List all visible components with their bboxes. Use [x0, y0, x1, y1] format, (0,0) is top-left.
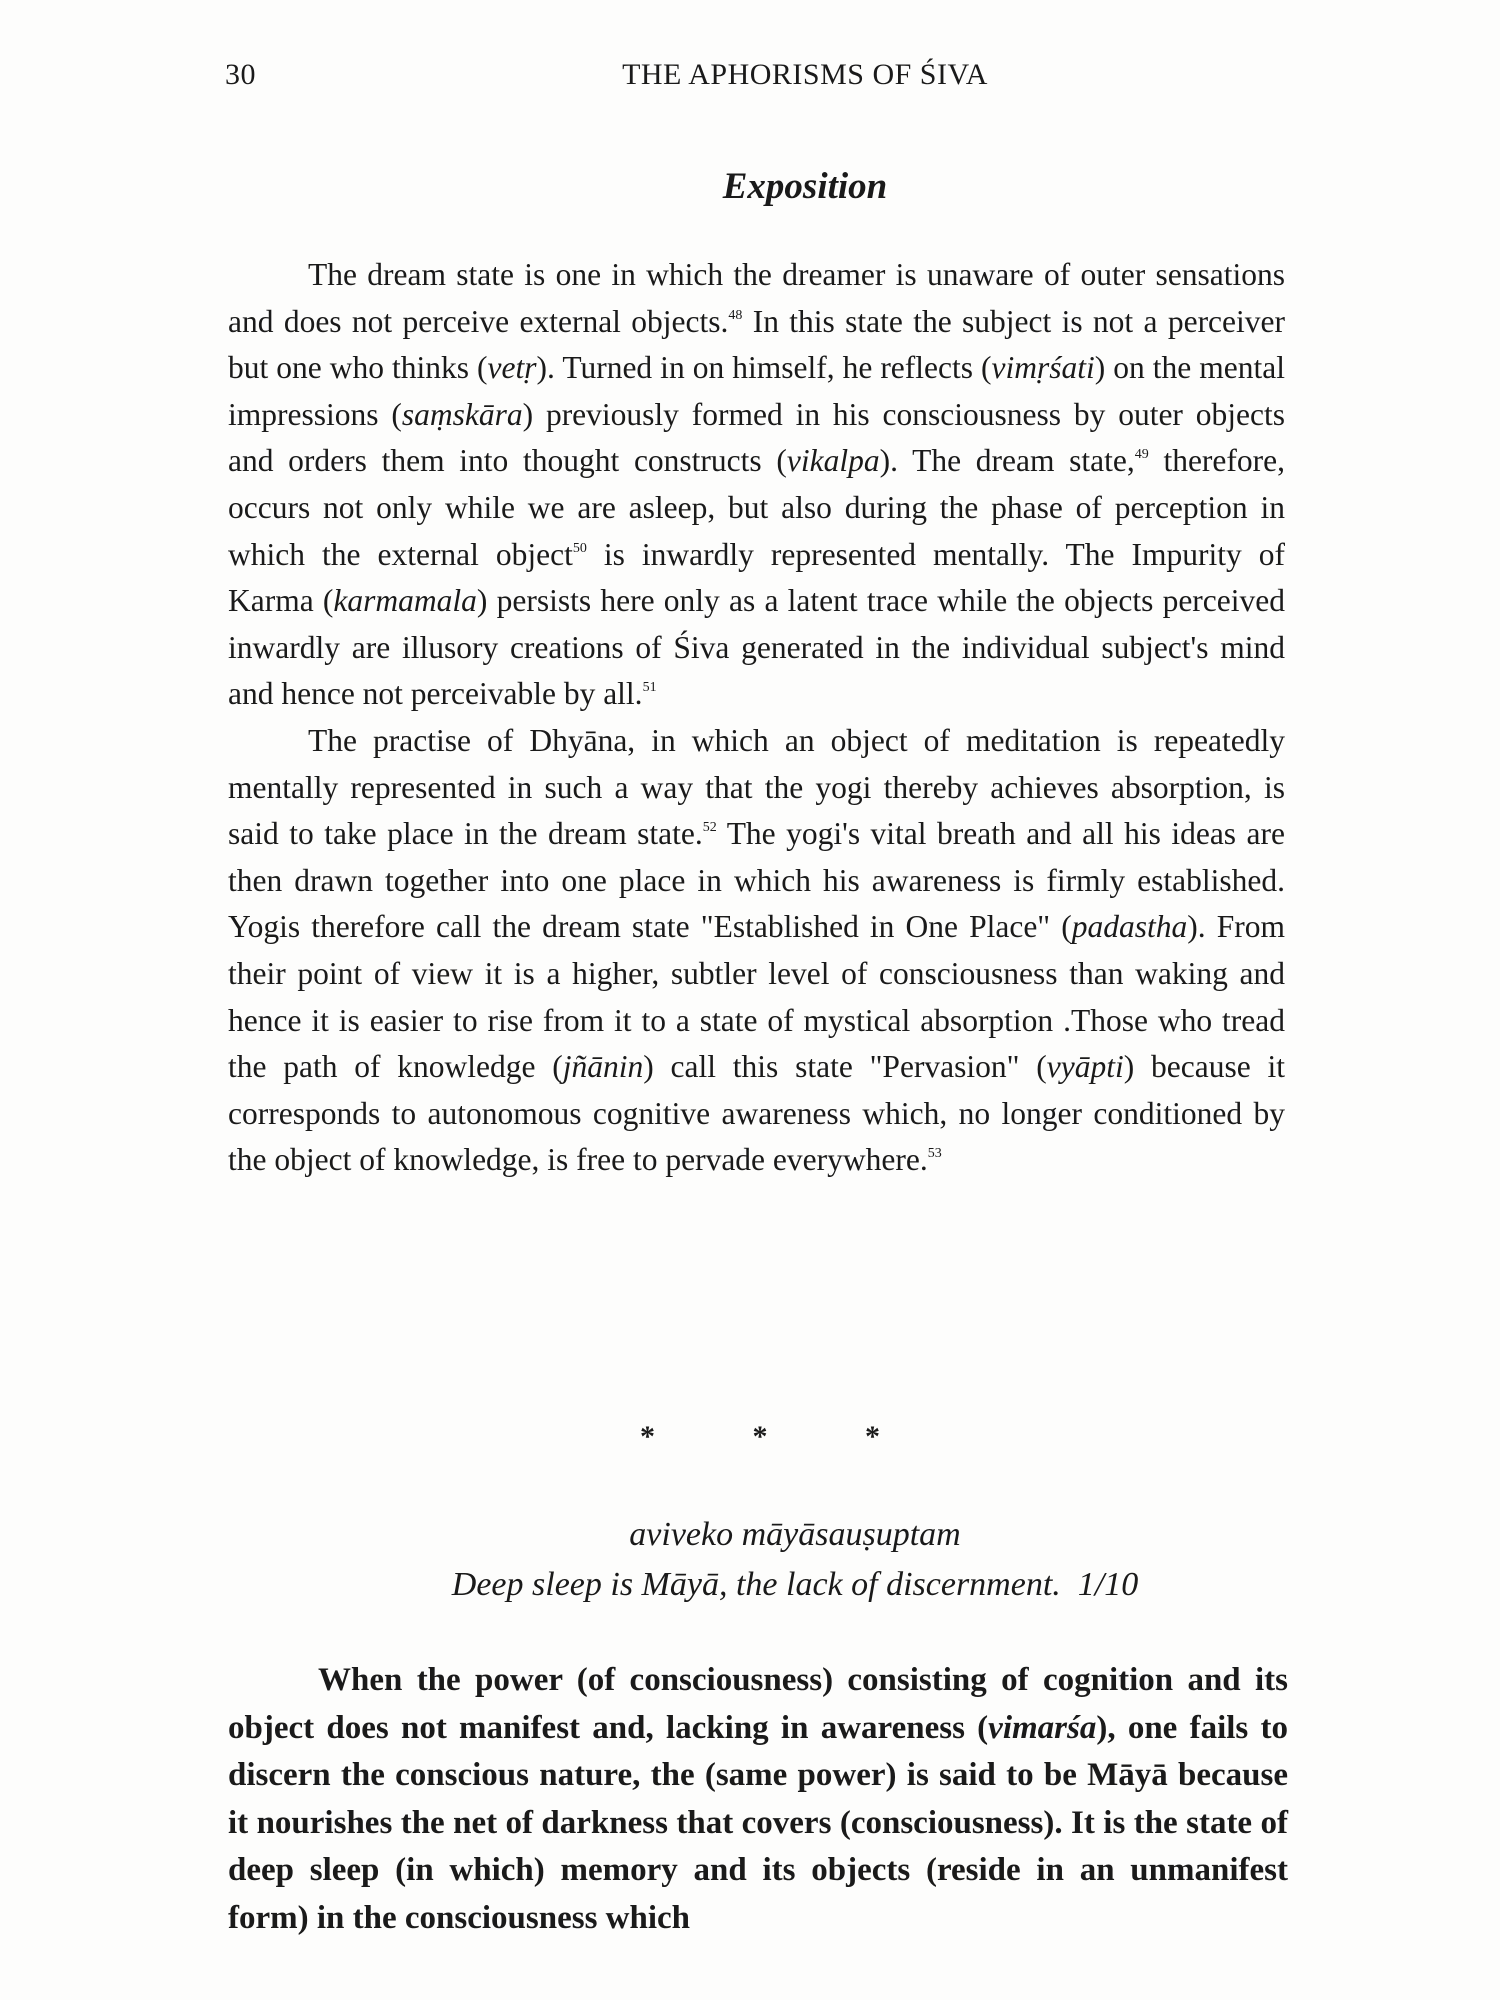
paragraph: When the power (of consciousness) consisting of cognition and its object does not manifest and, lacking in awareness (vimarśa), one fails to discern the conscious nature, the (same power) is said to be Māyā because it nourishes the net of darkness that covers (consciousness). It is the state of deep sleep (in which) memory and its objects (reside in an unmanifest form) in the consciousness which [228, 1662, 1288, 1936]
asterisk: * [752, 1420, 768, 1453]
footnote-ref: 49 [1134, 447, 1149, 463]
paragraph: The dream state is one in which the dreamer is unaware of outer sensations and does not perceive external objects.$^{48}$ In this state the subject is not a perceiver but one who thinks (vetṛ). Turned in on himself, he reflects (vimṛśati) on the mental impressions (saṃskāra) previously formed in his consciousness by outer objects and orders them into thought constructs (vikalpa). The dream state,$^{49}$ therefore, occurs not only while we are asleep, but also during the phase of perception in which the external object$^{50}$ is inwardly represented mentally. The Impurity of Karma (karmamala) persists here only as a latent trace while the objects perceived inwardly are illusory creations of Śiva generated in the individual subject's mind and hence not perceivable by all.$^{51}$ [228, 257, 1286, 712]
italic-term: vimṛśati [991, 350, 1095, 386]
italic-term: saṃskāra [401, 396, 523, 432]
italic-term: padastha [1071, 909, 1188, 945]
sutra-reference: 1/10 [1077, 1566, 1139, 1603]
sutra-sanskrit: aviveko māyāsauṣuptam [629, 1516, 961, 1553]
italic-term: vyāpti [1046, 1049, 1124, 1085]
footnote-ref: 52 [702, 820, 717, 836]
section-separator [640, 1420, 880, 1454]
footnote-ref: 53 [927, 1146, 942, 1162]
paragraph: The practise of Dhyāna, in which an object of meditation is repeatedly mentally represented in such a way that the yogi thereby achieves absorption, is said to take place in the dream state.$^{52}$ The yogi's vital breath and all his ideas are then drawn together into one place in which his awareness is firmly established. Yogis therefore call the dream state "Established in One Place" (padastha). From their point of view it is a higher, subtler level of consciousness than waking and hence it is easier to rise from it to a state of mystical absorption .Those who tread the path of knowledge (jñānin) call this state "Pervasion" (vyāpti) because it corresponds to autonomous cognitive awareness which, no longer conditioned by the object of knowledge, is free to pervade everywhere.$^{53}$ [228, 722, 1286, 1178]
footnote-ref: 50 [572, 540, 587, 556]
asterisk: * [865, 1420, 880, 1453]
footnote-ref: 48 [728, 307, 743, 323]
sutra-block [225, 1510, 1275, 1610]
italic-term: vetṛ [487, 350, 537, 386]
footnote-ref: 51 [642, 680, 657, 696]
page-number: 30 [225, 58, 256, 91]
running-title: THE APHORISMS OF ŚIVA [622, 58, 988, 91]
italic-term: karmamala [333, 583, 477, 619]
sutra-translation: Deep sleep is Māyā, the lack of discernment. 1/10 [451, 1566, 1139, 1603]
asterisk: * [640, 1420, 655, 1453]
section-heading: Exposition [722, 166, 888, 207]
italic-term: vimarśa [988, 1709, 1097, 1746]
italic-term: jñānin [562, 1049, 644, 1085]
exposition-text [228, 252, 1285, 1184]
commentary-text [228, 1657, 1288, 1942]
running-head [225, 58, 1275, 98]
italic-term: vikalpa [786, 443, 880, 479]
